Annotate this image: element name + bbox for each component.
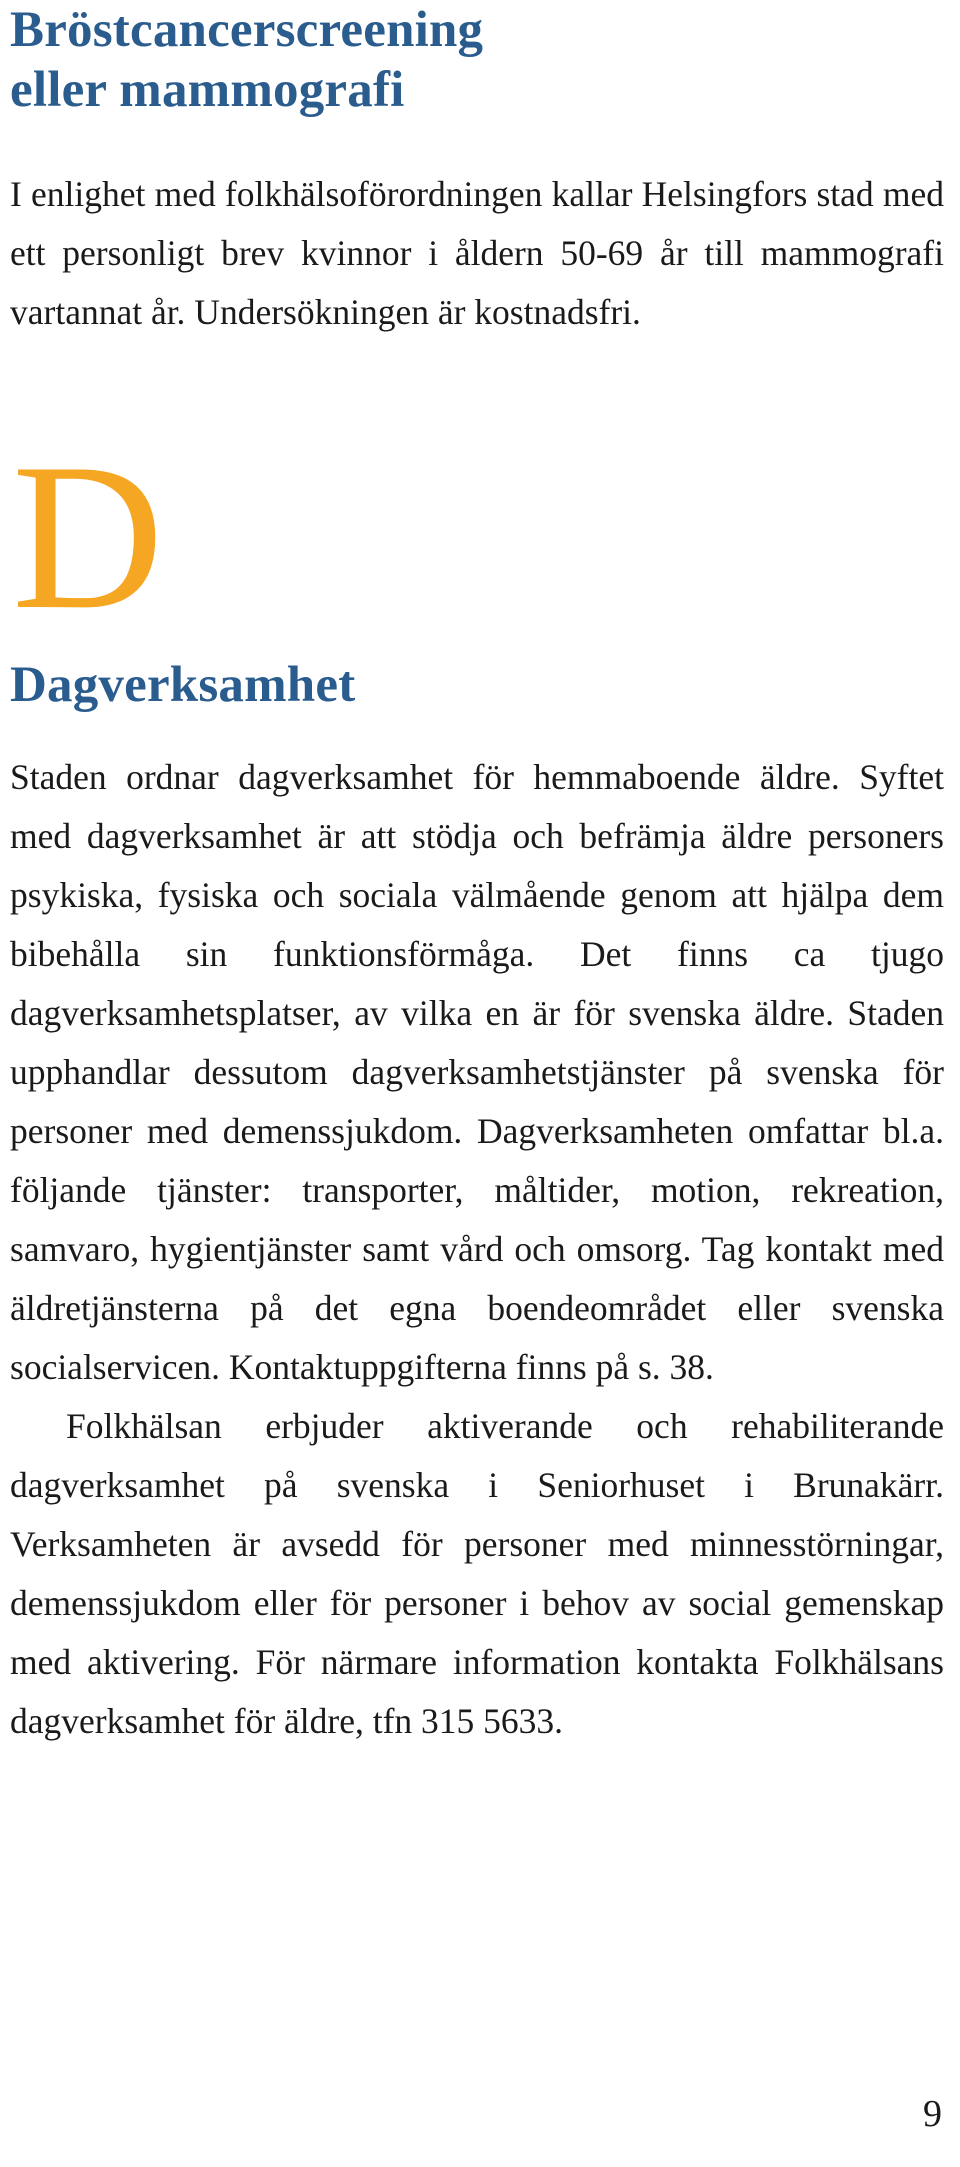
section-title-mammography	[10, 0, 910, 120]
day-activity-paragraph-2: Folkhälsan erbjuder aktiverande och rehabiliterande dagverksamhet på svenska i Seniorhuset i Brunakärr. Verksamheten är avsedd för personer med minnesstörningar, demenssjukdom eller för personer i behov av social gemenskap med aktivering. För närmare information kontakta Folkhälsans dagverksamhet för äldre, tfn 315 5633.	[10, 1406, 944, 1741]
title-line-2: eller mammografi	[10, 62, 405, 118]
day-activity-text-block	[10, 748, 944, 1751]
title-line-1: Bröstcancerscreening	[10, 2, 484, 58]
day-activity-paragraph-1: Staden ordnar dagverksamhet för hemmaboende äldre. Syftet med dagverksamhet är att stödja och befrämja äldre personers psykiska, fysiska och sociala välmående genom att hjälpa dem bibehålla sin funktionsförmåga. Det finns ca tjugo dagverksamhetsplatser, av vilka en är för svenska äldre. Staden upphandlar dessutom dagverksamhetstjänster på svenska för personer med demenssjukdom. Dagverksamheten omfattar bl.a. följande tjänster: transporter, måltider, motion, rekreation, samvaro, hygientjänster samt vård och omsorg. Tag kontakt med äldretjänsterna på det egna boendeområdet eller svenska socialservicen. Kontaktuppgifterna finns på s. 38.	[10, 757, 944, 1387]
mammography-paragraph: I enlighet med folkhälsoförordningen kallar Helsingfors stad med ett personligt brev kvinnor i åldern 50-69 år till mammografi vartannat år. Undersökningen är kostnadsfri.	[10, 174, 944, 332]
letter-index-dropcap: D	[12, 421, 164, 653]
page-number: 9	[923, 2093, 942, 2135]
mammography-text-block	[10, 165, 944, 342]
section-title-day-activity: Dagverksamhet	[10, 657, 356, 713]
